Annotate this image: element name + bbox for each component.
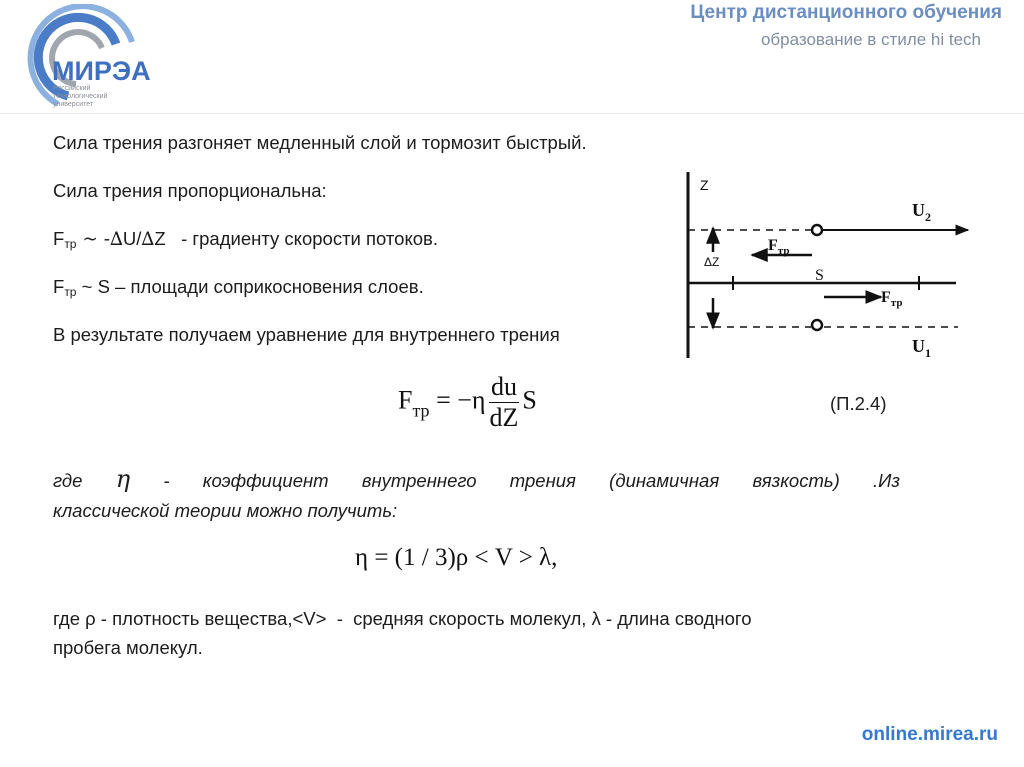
proportional-sign: ~ - [76, 229, 110, 250]
u2-letter: U [912, 200, 925, 220]
u1-subscript: 1 [925, 346, 931, 360]
u1-letter: U [912, 336, 925, 356]
text-line-2: Сила трения пропорциональна: [53, 180, 327, 201]
u1-label [912, 336, 931, 360]
ftr-subscript: тр [64, 237, 77, 251]
header-divider [0, 113, 1024, 114]
logo-tagline-2: технологический [53, 93, 108, 100]
delta-z: ∆ [141, 229, 155, 250]
eq-fraction [488, 372, 521, 433]
u-over: U/ [122, 228, 142, 249]
u2-subscript: 2 [925, 210, 931, 224]
eq-lhs-subscript: тр [412, 400, 430, 421]
ftr-top-letter: F [768, 237, 778, 254]
gradient-text: Z - градиенту скорости потоков. [154, 228, 439, 249]
lower-particle [812, 320, 822, 330]
footer-link[interactable]: online.mirea.ru [861, 724, 998, 745]
ftr-top-subscript: тр [777, 245, 790, 257]
text-line-1: Сила трения разгоняет медленный слой и тормозит быстрый. [53, 132, 587, 153]
text-line-4 [53, 276, 424, 299]
eta-definition-line-1 [53, 464, 900, 496]
header-subtitle: образование в стиле hi tech [760, 30, 981, 49]
eq-operator: = −η [429, 385, 486, 415]
eta-pre: где [53, 470, 116, 491]
mirea-logo[interactable] [6, 4, 176, 112]
header [0, 0, 1024, 118]
eta-symbol: η [115, 465, 131, 493]
eq-denominator: dZ [489, 403, 519, 432]
logo-tagline-1: Российский [53, 85, 91, 92]
s-label: S [815, 267, 824, 284]
ftr-subscript-2: тр [64, 285, 77, 299]
equation-number: (П.2.4) [830, 393, 887, 414]
text-line-3 [53, 228, 438, 251]
ftr-bottom-letter: F [881, 289, 891, 306]
area-text: ~ S – площади соприкосновения слоев. [76, 276, 424, 297]
u2-label [912, 200, 931, 224]
delta-z-label: ΔZ [704, 255, 720, 269]
logo-tagline-3: университет [53, 101, 94, 108]
friction-bottom-label [881, 289, 902, 309]
rho-definition-line-1: где ρ - плотность вещества,<V> - средняя скорость молекул, λ - длина сводного [53, 608, 752, 629]
ftr-symbol-2: F [53, 276, 65, 297]
eq-rhs: S [522, 385, 537, 415]
eq-lhs: F [398, 385, 413, 415]
eq-numerator: du [490, 372, 517, 401]
rho-definition-line-2: пробега молекул. [53, 637, 203, 658]
text-line-5: В результате получаем уравнение для внутреннего трения [53, 324, 560, 345]
friction-layers-diagram [676, 170, 986, 362]
delta-u: ∆ [110, 229, 123, 250]
equation-friction [398, 372, 537, 433]
upper-particle [812, 225, 822, 235]
equation-viscosity: η = (1 / 3)ρ < V > λ, [355, 544, 558, 571]
eta-definition-line-2: классической теории можно получить: [53, 500, 398, 521]
ftr-symbol: F [53, 228, 65, 249]
eta-post: - коэффициент внутреннего трения (динамичная вязкость) .Из [130, 470, 900, 491]
header-title: Центр дистанционного обучения [690, 2, 1002, 23]
logo-name: МИРЭА [52, 56, 151, 86]
z-axis-label: Z [700, 177, 709, 193]
ftr-bottom-subscript: тр [890, 297, 903, 309]
